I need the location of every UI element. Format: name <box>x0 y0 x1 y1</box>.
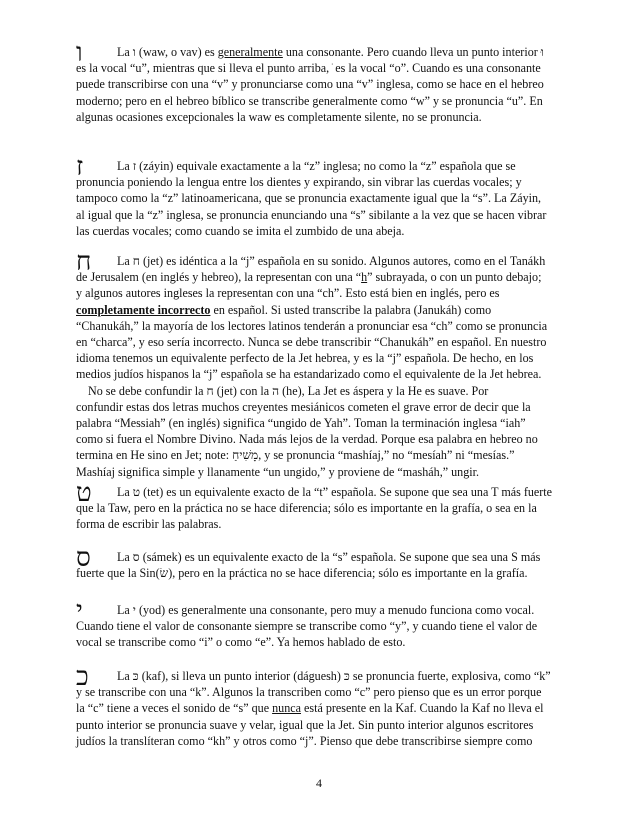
entry-text-line: las cuerdas vocales; como cuando se imita el zumbido de una abeja. <box>76 223 405 238</box>
entry-text-line: punto interior se pronuncia suave y velar, igual que la Jet. Sin punto interior algunos escritores <box>76 717 534 732</box>
entry-text-line: judíos la translíteran como “kh” y otros como “j”. Pienso que debe transcribirse siempre como <box>76 733 533 748</box>
entry-text-line: idioma tenemos un equivalente perfecto de la Jet hebrea, y es la “j” española. De hecho, en los <box>76 351 534 366</box>
entry-text-line: La י (yod) es generalmente una consonante, pero muy a menudo funciona como vocal. <box>117 603 535 617</box>
entry-text-line: la “c” tiene a veces el sonido de “s” que nunca está presente en la Kaf. Cuando la Kaf no lleva el <box>76 701 544 716</box>
entry-text-line: forma de escribir las palabras. <box>76 517 222 532</box>
entry-zayin <box>76 154 564 239</box>
entry-samek <box>76 545 564 581</box>
entry-text-line: pronuncia poniendo la lengua entre los dientes y expirando, sin vibrar las cuerdas vocales; y <box>76 175 522 190</box>
entry-text-line: y algunos autores ingleses la representan con una “ch”. Esto está bien en inglés, pero es <box>76 286 500 301</box>
entry-waw <box>76 40 564 125</box>
page-number: 4 <box>316 776 322 790</box>
entry-text-line: medios judíos hispanos la “j” española se ha estandarizado como el equivalente de la Jet hebrea. <box>76 367 542 382</box>
entry-text-line: No se debe confundir la ח (jet) con la ה (he), La Jet es áspera y la He es suave. Por <box>88 383 489 398</box>
hebrew-letter-zayin: ז <box>76 152 84 182</box>
entry-text-line: La ז (záyin) equivale exactamente a la “z” inglesa; no como la “z” española que se <box>117 159 516 173</box>
entry-kaf <box>76 664 564 749</box>
entry-text-line: La כּ (kaf), si lleva un punto interior (dáguesh) כּ se pronuncia fuerte, explosiva, como “k” <box>117 669 551 683</box>
bold-underlined-phrase: completamente incorrecto <box>76 302 211 317</box>
entry-text-line: La ס (sámek) es un equivalente exacto de la “s” española. Se supone que sea una S más <box>117 550 541 564</box>
entry-text-line: palabra “Messiah” (en inglés) significa “ungido de Yah”. Toman la terminación inglesa “iah” <box>76 416 526 431</box>
entry-text-line: en “charca”, y eso sería incorrecto. Nunca se debe transcribir “Chanukáh” en español. En nuestro <box>76 335 547 350</box>
entry-text-line: que la Taw, pero en la práctica no se hace diferencia; sólo es importante en la grafía, o sea en la <box>76 501 537 516</box>
entry-text-line: vocal se transcribe como “i” o como “e”. Ya hemos hablado de esto. <box>76 635 406 650</box>
entry-tet <box>76 480 564 533</box>
entry-jet <box>76 249 564 480</box>
entry-text-line: fuerte que la Sin(שׂ), pero en la práctica no se hace diferencia; sólo es importante en la grafía. <box>76 566 528 581</box>
entry-text-line: tampoco como la “z” latinoamericana, que se pronuncia exactamente igual que la “s”. La Záyin, <box>76 191 542 206</box>
hebrew-letter-jet: ח <box>76 247 92 277</box>
entry-text-line: “Chanukáh,” la mayoría de los lectores latinos tenderán a pronunciar esa “ch” como se pronuncia <box>76 318 548 333</box>
hebrew-letter-samek: ס <box>76 543 91 573</box>
entry-text-line: al igual que la “z” inglesa, se pronuncia enunciando una “s” sibilante a la vez que se hacen vibrar <box>76 207 547 222</box>
entry-text-line: de Jerusalem (en inglés y hebreo), la representan con una “h” subrayada, o con un punto debajo; <box>76 270 542 285</box>
underlined-word: generalmente <box>217 45 283 59</box>
entry-text-line: La ט (tet) es un equivalente exacto de la “t” española. Se supone que sea una T más fuerte <box>117 485 553 499</box>
hebrew-letter-kaf: כ <box>76 662 89 692</box>
entry-text-line: Mashíaj significa simple y llanamente “un ungido,” y proviene de “masháh,” ungir. <box>76 464 480 479</box>
entry-text-line: puede transcribirse con una “v” y pronunciarse como una “v” inglesa, como se hace en el hebreo <box>76 77 544 92</box>
hebrew-letter-waw: ו <box>76 38 83 68</box>
entry-text-line: Cuando tiene el valor de consonante siempre se transcribe como “y”, y cuando tiene el valor de <box>76 619 538 634</box>
entry-text-line: es la vocal “u”, mientras que si lleva el punto arriba, ֹ es la vocal “o”. Cuando es una consonante <box>76 61 541 76</box>
entry-text-line: y se transcribe con una “k”. Algunos la transcriben como “c” pero pienso que es un error porque <box>76 685 542 700</box>
entry-text-line: algunas ocasiones excepcionales la waw es completamente silente, no se pronuncia. <box>76 109 482 124</box>
entry-text-line: termina en He sino en Jet; note: מָשִׁיחַ, y se pronuncia “mashíaj,” no “mesíah” ni “mesías.” <box>76 448 515 463</box>
hebrew-letter-tet: ט <box>76 478 92 508</box>
entry-yod <box>76 598 564 651</box>
entry-text-line: La ו (waw, o vav) es generalmente una consonante. Pero cuando lleva un punto interior ּו <box>117 45 544 59</box>
entry-text-line: como si fuera el Nombre Divino. Nada más lejos de la verdad. Porque esa palabra en hebreo no <box>76 432 538 447</box>
entry-text-line: La ח (jet) es idéntica a la “j” española en su sonido. Algunos autores, como en el Tanákh <box>117 254 546 268</box>
entry-text-line: completamente incorrecto en español. Si usted transcribe la palabra (Janukáh) como <box>76 302 492 317</box>
hebrew-letter-yod: י <box>76 596 83 626</box>
entry-text-line: confundir estas dos letras muchos creyentes mesiánicos cometen el grave error de decir que la <box>76 399 531 414</box>
entry-text-line: moderno; pero en el hebreo bíblico se transcribe generalmente como “w” y se pronuncia “u”. En <box>76 93 543 108</box>
underlined-word: nunca <box>272 701 301 716</box>
